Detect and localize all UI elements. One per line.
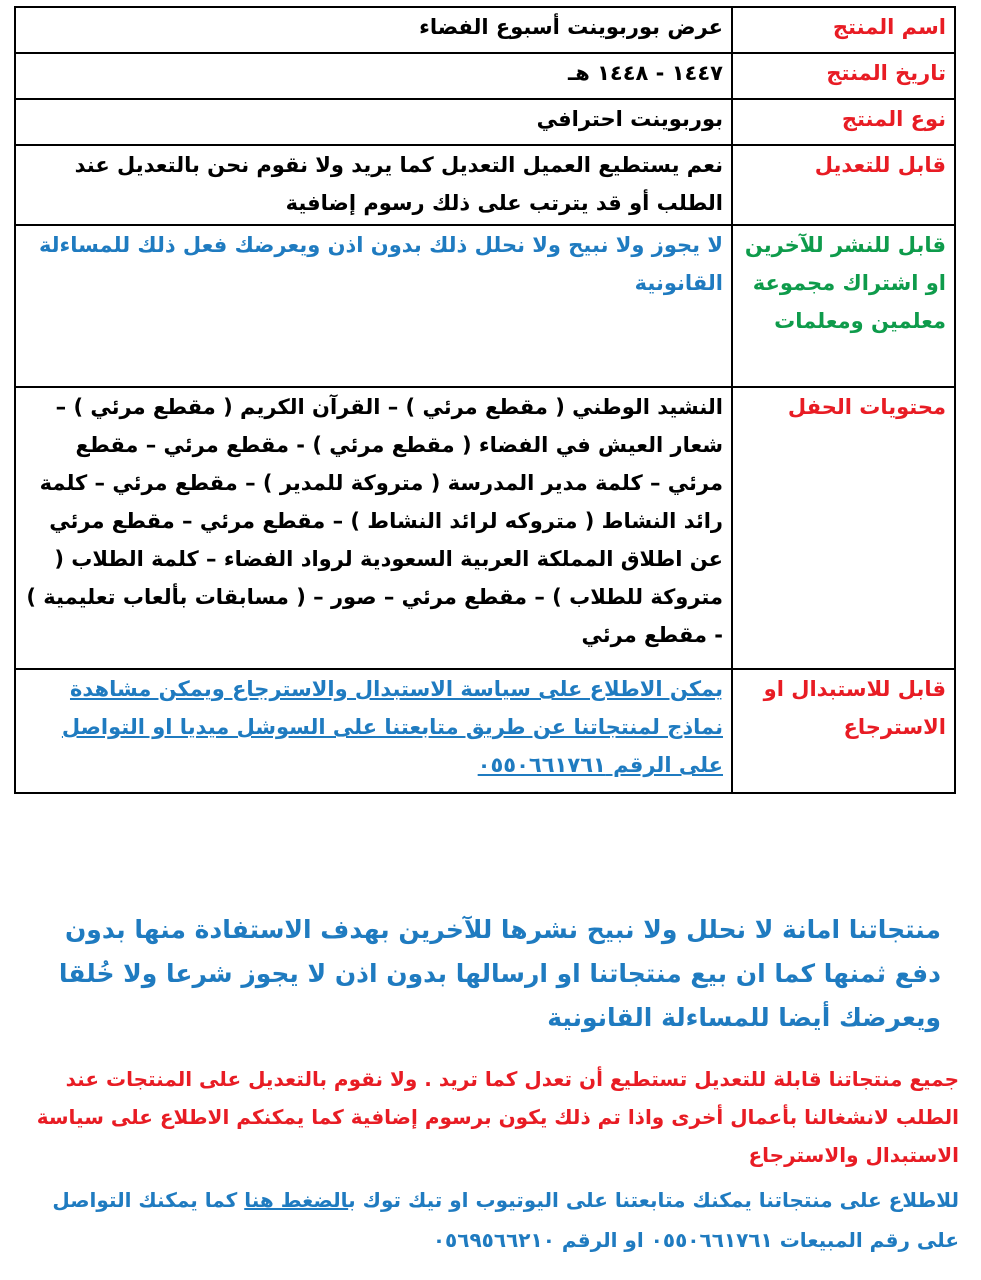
copyright-notice: منتجاتنا امانة لا نحلل ولا نبيح نشرها للآخرين بهدف الاستفادة منها بدون دفع ثمنها كما ان بيع منتجاتنا او ارسالها بدون اذن لا يجوز شرعا ولا خُلقا ويعرضك أيضا للمساءلة القانونية: [58, 915, 941, 1032]
social-contact-notice: [22, 1180, 959, 1260]
return-policy-link[interactable]: يمكن الاطلاع على سياسة الاستبدال والاسترجاع ويمكن مشاهدة نماذج لمنتجاتنا عن طريق متابعتنا على السوشل ميديا او التواصل على الرقم ٠٥٥٠٦٦١٧٦١: [61, 677, 723, 777]
social-text-after: كما يمكنك التواصل على رقم المبيعات ٠٥٥٠٦٦١٧٦١ او الرقم ٠٥٦٩٥٦٦٢١٠: [52, 1188, 959, 1252]
value-product-name: عرض بوربوينت أسبوع الفضاء: [15, 7, 732, 53]
label-return: قابل للاستبدال او الاسترجاع: [732, 669, 955, 793]
value-return: [15, 669, 732, 793]
table-row-product-type: [15, 99, 955, 145]
label-product-name: اسم المنتج: [732, 7, 955, 53]
table-row-contents: [15, 387, 955, 669]
value-contents: النشيد الوطني ( مقطع مرئي ) – القرآن الكريم ( مقطع مرئي ) – شعار العيش في الفضاء ( مقطع مرئي ) - مقطع مرئي – مقطع مرئي – كلمة مدير المدرسة ( متروكة للمدير ) – مقطع مرئي – كلمة رائد النشاط ( متروكه لرائد النشاط ) – مقطع مرئي – مقطع مرئي عن اطلاق المملكة العربية السعودية لرواد الفضاء – كلمة الطلاب ( متروكة للطلاب ) – مقطع مرئي – صور – ( مسابقات بألعاب تعليمية ) - مقطع مرئي: [15, 387, 732, 669]
value-product-type: بوربوينت احترافي: [15, 99, 732, 145]
click-here-link[interactable]: الضغط هنا: [244, 1188, 349, 1212]
editing-notice: جميع منتجاتنا قابلة للتعديل تستطيع أن تعدل كما تريد . ولا نقوم بالتعديل على المنتجات عند الطلب لانشغالنا بأعمال أخرى واذا تم ذلك يكون برسوم إضافية كما يمكنكم الاطلاع على سياسة الاستبدال والاسترجاع: [36, 1067, 959, 1167]
table-row-sharing: [15, 225, 955, 387]
table-row-return: [15, 669, 955, 793]
table-row-product-name: [15, 7, 955, 53]
table-row-product-date: [15, 53, 955, 99]
social-text-before: للاطلاع على منتجاتنا يمكنك متابعتنا على اليوتيوب او تيك توك ب: [348, 1188, 959, 1212]
label-contents: محتويات الحفل: [732, 387, 955, 669]
label-product-date: تاريخ المنتج: [732, 53, 955, 99]
label-editable: قابل للتعديل: [732, 145, 955, 225]
value-sharing: لا يجوز ولا نبيح ولا نحلل ذلك بدون اذن ويعرضك فعل ذلك للمساءلة القانونية: [15, 225, 732, 387]
value-product-date: ١٤٤٧ - ١٤٤٨ هـ: [15, 53, 732, 99]
label-product-type: نوع المنتج: [732, 99, 955, 145]
table-row-editable: [15, 145, 955, 225]
label-sharing: قابل للنشر للآخرين او اشتراك مجموعة معلمين ومعلمات: [732, 225, 955, 387]
product-info-table: [14, 6, 956, 794]
value-editable: نعم يستطيع العميل التعديل كما يريد ولا نقوم نحن بالتعديل عند الطلب أو قد يترتب على ذلك رسوم إضافية: [15, 145, 732, 225]
